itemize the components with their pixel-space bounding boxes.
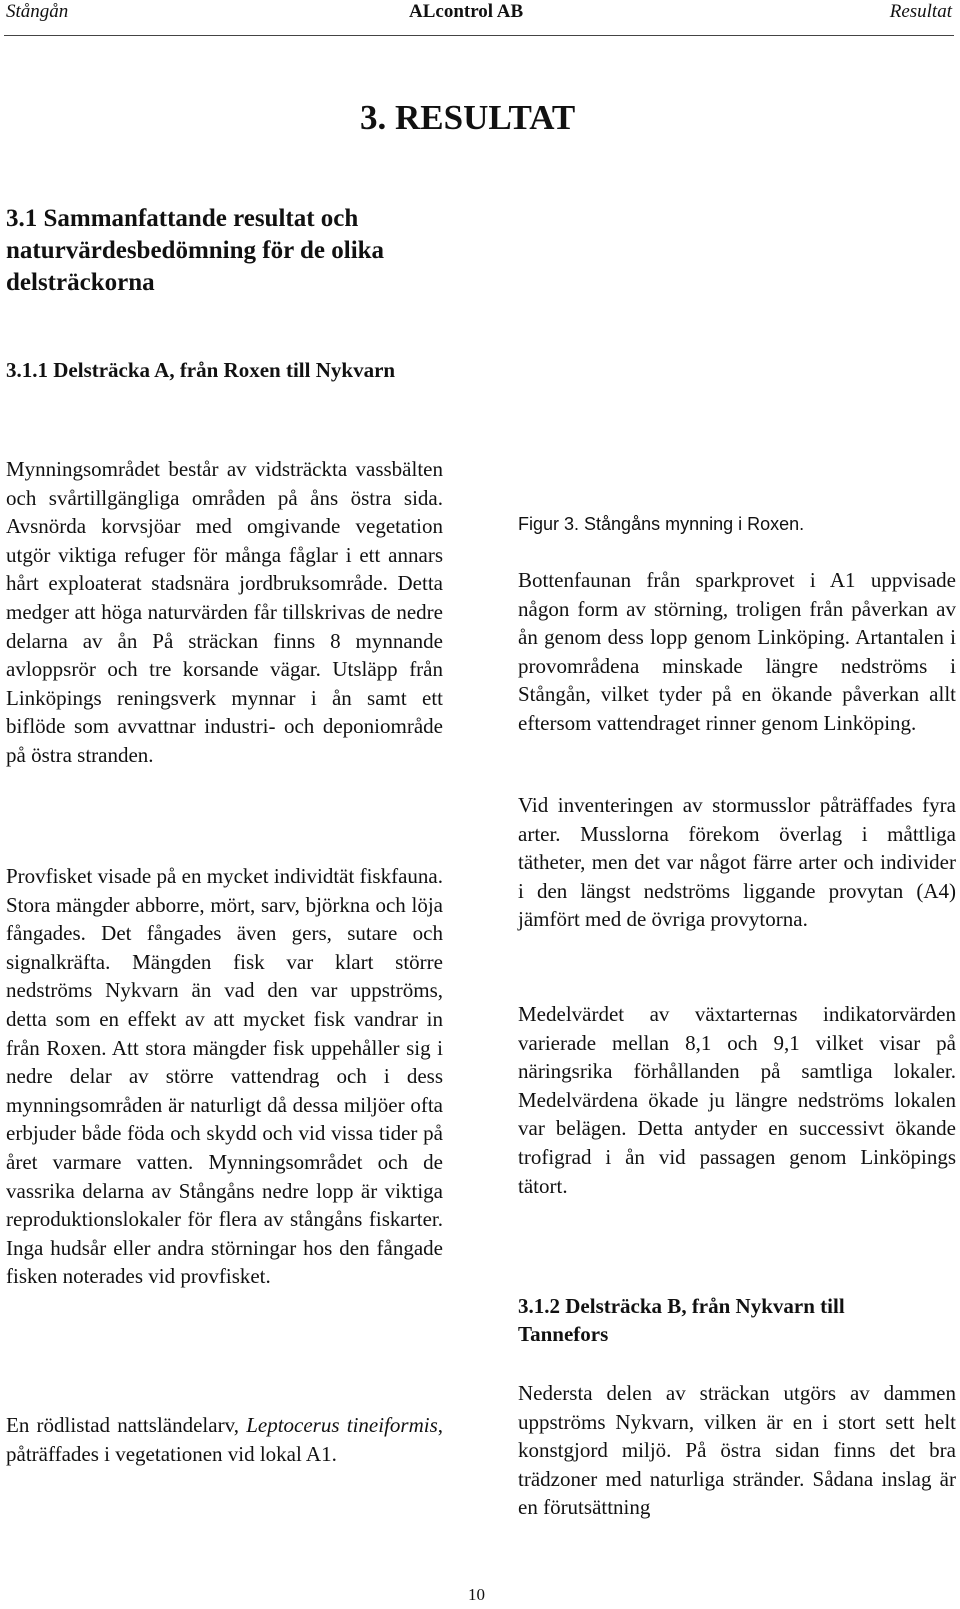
paragraph-text: Bottenfaunan från sparkprovet i A1 uppvisade någon form av störning, troligen från påverkan av ån genom dess lopp genom Linköping. Artantalen i provområdena minskade längre nedströms i Stångån, vilket tyder på en ökande påverkan allt eftersom vattendraget rinner genom Linköping.	[518, 568, 956, 735]
subsection-a-title: 3.1.1 Delsträcka A, från Roxen till Nykvarn	[6, 358, 396, 382]
header-rule	[4, 35, 954, 36]
paragraph-text: Provfisket visade på en mycket individtät fiskfauna. Stora mängder abborre, mört, sarv, björkna och löja fångades. Det fångades även gers, sutare och signalkräfta. Mängden fisk var klart större nedströms Nykvarn än vad den var uppströms, detta som en effekt av att mycket fisk vandrar in från Roxen. Att stora mängder fisk uppehåller sig i nedre delar av större vattendrag och i dess mynningsområden är naturligt då dessa miljöer ofta erbjuder både föda och skydd och vid vissa tider på året varmare vatten. Mynningsområdet och de vassrika delarna av Stångåns nedre lopp är viktiga reproduktionslokaler för flera av stångåns fiskarter. Inga hudsår eller andra störningar hos den fångade fisken noterades vid provfisket.	[6, 864, 443, 1289]
paragraph-text: Medelvärdet av växtarternas indikatorvärden varierade mellan 8,1 och 9,1 vilket visar på näringsrika förhållanden på samtliga lokaler. Medelvärdena ökade ju längre nedströms lokalen var belägen. Detta antyder en successivt ökande trofigrad i ån vid passagen genom Linköpings tätort.	[518, 1002, 956, 1198]
right-column-paragraph-4	[518, 1379, 956, 1522]
subsection-b-title: 3.1.2 Delsträcka B, från Nykvarn till Tannefors	[518, 1294, 845, 1346]
right-column-paragraph-2	[518, 791, 956, 934]
left-column-paragraph-1	[6, 455, 443, 770]
paragraph-text	[6, 1411, 443, 1468]
left-column-paragraph-3	[6, 1411, 443, 1468]
paragraph-text: Vid inventeringen av stormusslor påträffades fyra arter. Musslorna förekom överlag i måttliga tätheter, men det var något färre arter och individer i den längst nedströms liggande provytan (A4) jämfört med de övriga provytorna.	[518, 793, 956, 932]
paragraph-text-end: , påträffades i vegetationen vid lokal A1.	[6, 1413, 443, 1466]
chapter-title: 3. RESULTAT	[360, 98, 576, 137]
paragraph-text-start: En rödlistad nattsländelarv,	[6, 1413, 247, 1437]
header-section-name: Resultat	[889, 1, 952, 22]
page-number: 10	[468, 1585, 485, 1604]
figure-caption: Figur 3. Stångåns mynning i Roxen.	[518, 514, 805, 534]
section-title: 3.1 Sammanfattande resultat och naturvärdesbedömning för de olika delsträckorna	[6, 205, 385, 296]
header-company-name: ALcontrol AB	[409, 1, 524, 22]
header-left-text: Stångån	[6, 1, 69, 22]
right-column-paragraph-3	[518, 1000, 956, 1200]
right-column-paragraph-1	[518, 566, 956, 738]
paragraph-text: Nedersta delen av sträckan utgörs av dammen uppströms Nykvarn, vilken är en i stort sett helt konstgjord miljö. På östra sidan finns det bra trädzoner med naturliga stränder. Sådana inslag är en förutsättning	[518, 1381, 956, 1520]
left-column-paragraph-2	[6, 862, 443, 1291]
species-name: Leptocerus tineiformis	[246, 1413, 438, 1437]
paragraph-text: Mynningsområdet består av vidsträckta vassbälten och svårtillgängliga områden på åns östra sida. Avsnörda korvsjöar med omgivande vegetation utgör viktiga refuger för många fåglar i ett annars hårt exploaterat stadsnära jordbruksområde. Detta medger att höga naturvärden får tillskrivas de nedre delarna av ån På sträckan finns 8 mynnande avloppsrör och tre korsande vägar. Utsläpp från Linköpings reningsverk mynnar i ån samt ett biflöde som avvattnar industri- och deponiområde på östra stranden.	[6, 457, 443, 767]
